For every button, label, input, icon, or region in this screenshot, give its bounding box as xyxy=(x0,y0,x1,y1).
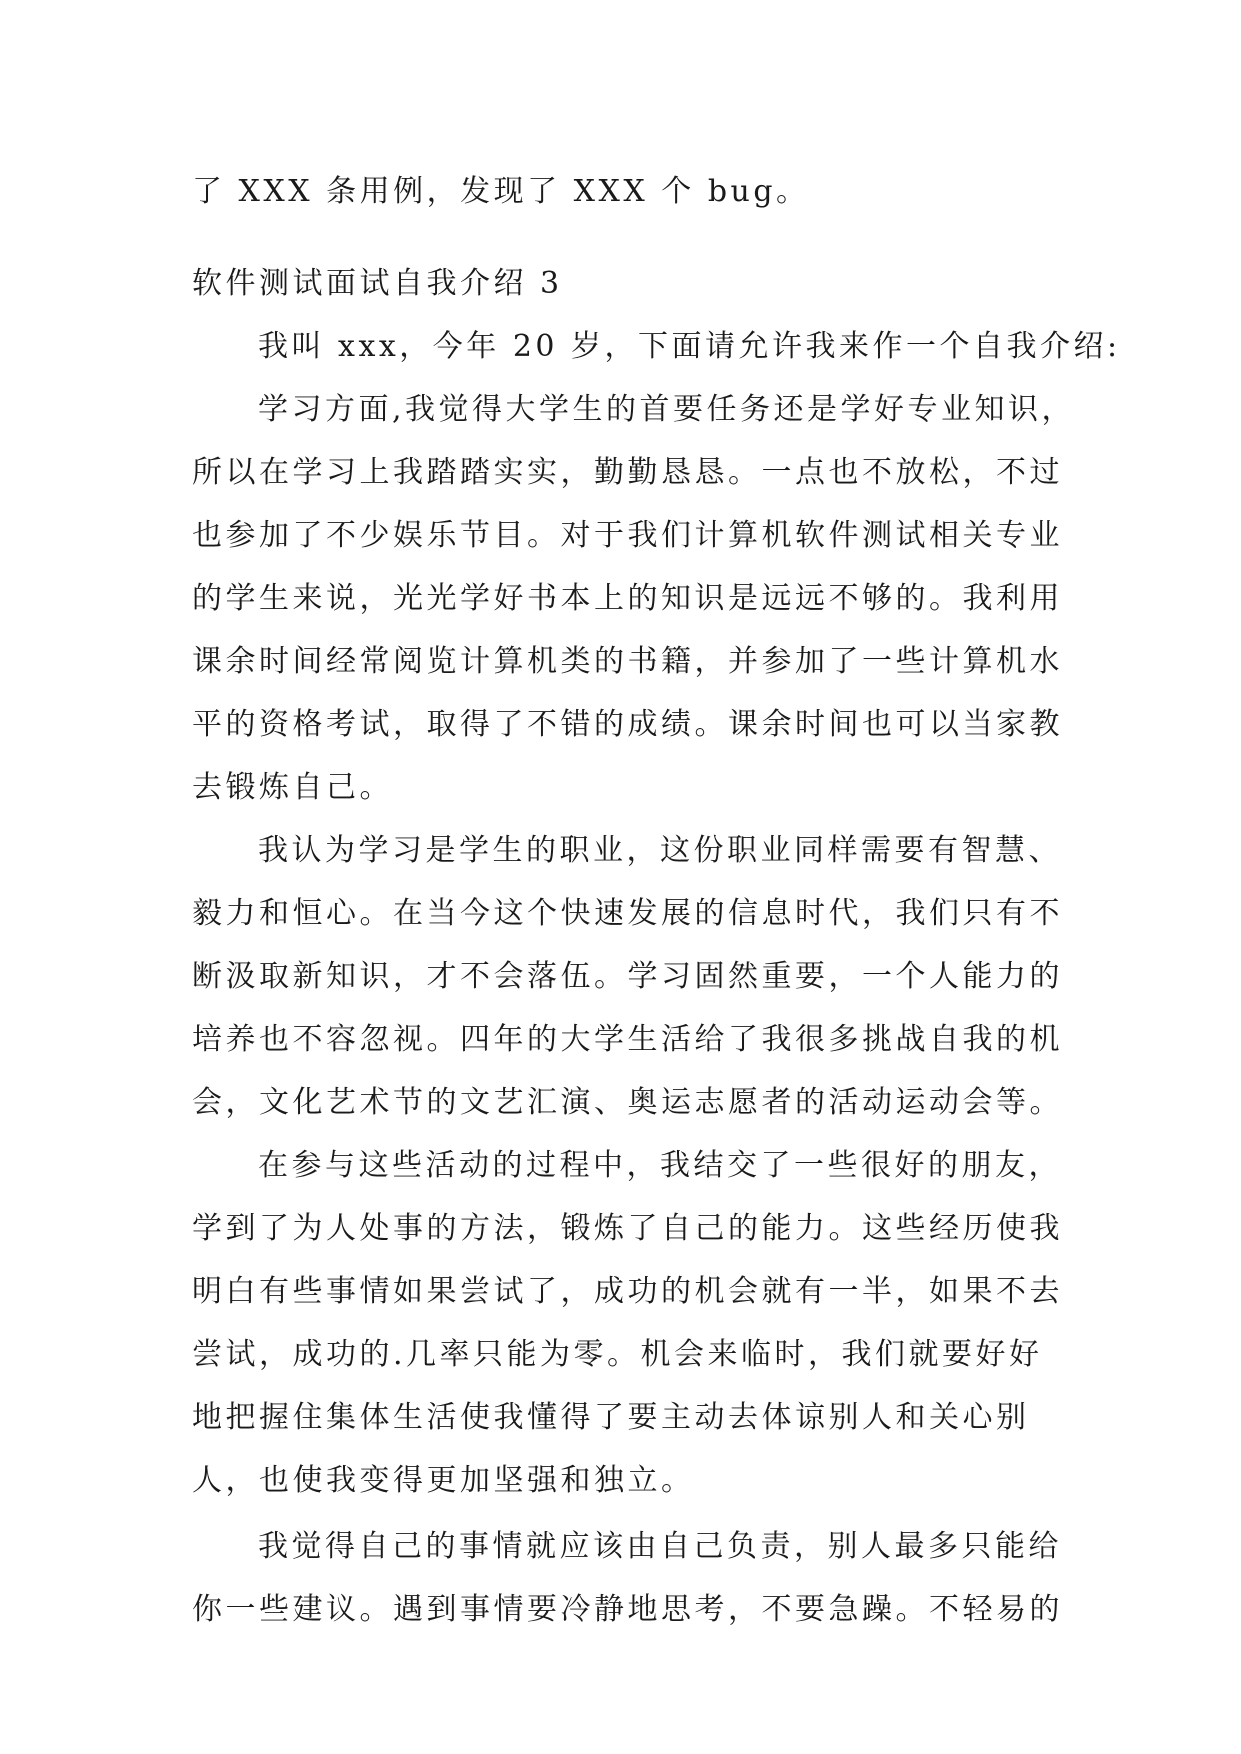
body-text-line: 明白有些事情如果尝试了，成功的机会就有一半，如果不去 xyxy=(192,1274,1063,1309)
body-text-line: 你一些建议。遇到事情要冷静地思考，不要急躁。不轻易的 xyxy=(192,1592,1063,1627)
body-text-line: 了 XXX 条用例，发现了 XXX 个 bug。 xyxy=(192,174,810,209)
paragraph-first-line: 我觉得自己的事情就应该由自己负责，别人最多只能给 xyxy=(258,1529,1062,1564)
body-text-line: 断汲取新知识，才不会落伍。学习固然重要，一个人能力的 xyxy=(192,959,1063,994)
body-text-line: 会，文化艺术节的文艺汇演、奥运志愿者的活动运动会等。 xyxy=(192,1085,1063,1120)
body-text-line: 课余时间经常阅览计算机类的书籍，并参加了一些计算机水 xyxy=(192,644,1063,679)
section-heading: 软件测试面试自我介绍 3 xyxy=(192,266,563,301)
body-text-line: 平的资格考试，取得了不错的成绩。课余时间也可以当家教 xyxy=(192,707,1063,742)
body-text-line: 也参加了不少娱乐节目。对于我们计算机软件测试相关专业 xyxy=(192,518,1063,553)
paragraph-first-line: 我认为学习是学生的职业，这份职业同样需要有智慧、 xyxy=(258,833,1062,868)
body-text-line: 地把握住集体生活使我懂得了要主动去体谅别人和关心别 xyxy=(192,1400,1030,1435)
body-text-line: 学到了为人处事的方法，锻炼了自己的能力。这些经历使我 xyxy=(192,1211,1063,1246)
paragraph-first-line: 学习方面,我觉得大学生的首要任务还是学好专业知识， xyxy=(258,392,1076,427)
body-text-line: 所以在学习上我踏踏实实，勤勤恳恳。一点也不放松，不过 xyxy=(192,455,1063,490)
body-text-line: 毅力和恒心。在当今这个快速发展的信息时代，我们只有不 xyxy=(192,896,1063,931)
paragraph-first-line: 我叫 xxx，今年 20 岁，下面请允许我来作一个自我介绍: xyxy=(258,329,1121,364)
body-text-line: 去锻炼自己。 xyxy=(192,770,393,805)
body-text-line: 尝试，成功的.几率只能为零。机会来临时，我们就要好好 xyxy=(192,1337,1043,1372)
paragraph-first-line: 在参与这些活动的过程中，我结交了一些很好的朋友， xyxy=(258,1148,1062,1183)
body-text-line: 人，也使我变得更加坚强和独立。 xyxy=(192,1463,695,1498)
body-text-line: 培养也不容忽视。四年的大学生活给了我很多挑战自我的机 xyxy=(192,1022,1063,1057)
body-text-line: 的学生来说，光光学好书本上的知识是远远不够的。我利用 xyxy=(192,581,1063,616)
